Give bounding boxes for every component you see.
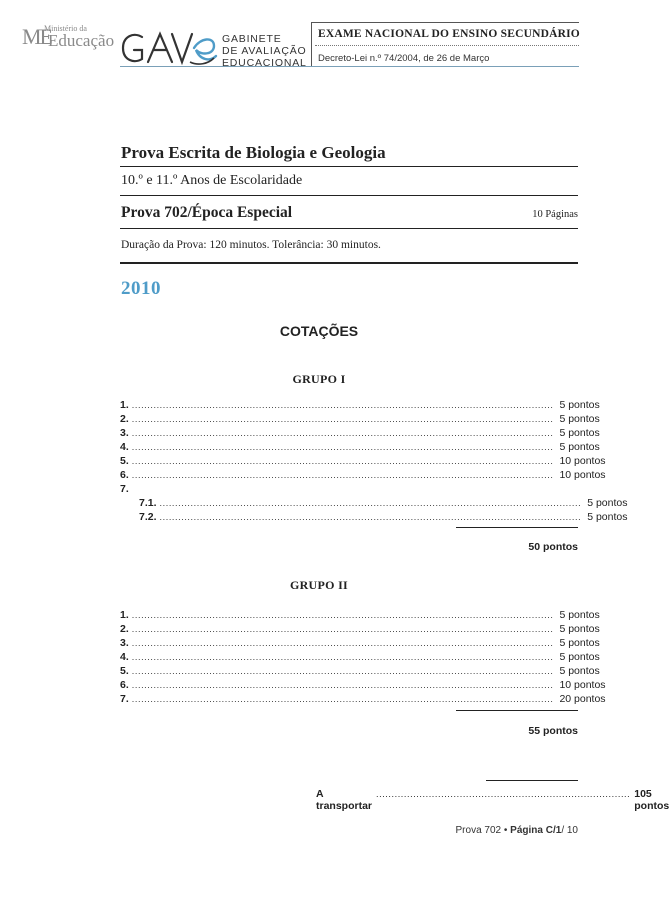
leader-dots: ........................................................................................................................................: [131, 470, 554, 480]
item-number: 1.: [120, 609, 129, 621]
year: 2010: [121, 278, 161, 299]
leader-dots: ........................................................................................................................................: [159, 512, 582, 522]
item-points: 10 pontos: [559, 455, 606, 467]
score-row: [120, 399, 600, 413]
decree-text: Decreto-Lei n.º 74/2004, de 26 de Março: [318, 53, 490, 64]
group-2-title: GRUPO II: [289, 578, 349, 592]
gabinete-text: [222, 33, 307, 69]
header-bottom-rule: [120, 66, 579, 67]
item-points: 20 pontos: [559, 693, 606, 705]
prova-title: Prova 702/Época Especial: [121, 204, 293, 221]
score-row: [120, 665, 600, 679]
leader-dots: ........................................................................................................................................: [131, 456, 554, 466]
header-dotted-rule: [315, 45, 579, 46]
gabinete-line-1: GABINETE: [222, 33, 282, 45]
transport-row: [316, 788, 669, 812]
transport-rule: [486, 780, 578, 781]
rule: [120, 166, 578, 167]
score-row: [120, 637, 600, 651]
item-points: 5 pontos: [559, 609, 600, 621]
score-row: [120, 427, 600, 441]
item-number: 6.: [120, 469, 129, 481]
item-points: 5 pontos: [559, 441, 600, 453]
item-number: 2.: [120, 623, 129, 635]
ministry-name: Educação: [48, 31, 115, 50]
score-row: [120, 651, 600, 665]
sum-rule: [456, 527, 578, 528]
leader-dots: ........................................................................................................................................: [131, 610, 554, 620]
transport-label: A transportar: [316, 788, 373, 812]
item-points: 10 pontos: [559, 679, 606, 691]
leader-dots: ........................................................................................................................................: [131, 442, 554, 452]
page-footer: [456, 825, 578, 836]
item-points: 5 pontos: [559, 413, 600, 425]
gabinete-line-2: DE AVALIAÇÃO: [222, 45, 307, 57]
footer-page: Página C/1: [510, 825, 562, 836]
score-row: [120, 455, 606, 469]
item-points: 5 pontos: [559, 637, 600, 649]
rule: [120, 195, 578, 196]
item-number: 3.: [120, 427, 129, 439]
item-points: 5 pontos: [587, 497, 628, 509]
score-row: [120, 679, 606, 693]
score-row: [120, 413, 600, 427]
item-number: 5.: [120, 665, 129, 677]
leader-dots: ..................................................................................: [376, 789, 631, 799]
footer-suffix: / 10: [561, 825, 578, 836]
item-number: 7.: [120, 483, 129, 495]
item-number: 1.: [120, 399, 129, 411]
item-points: 10 pontos: [559, 469, 606, 481]
score-row: [120, 693, 606, 707]
gabinete-line-3: EDUCACIONAL: [222, 57, 307, 69]
leader-dots: ........................................................................................................................................: [131, 400, 554, 410]
exam-title: EXAME NACIONAL DO ENSINO SECUNDÁRIO: [318, 28, 580, 40]
transport-total: 105 pontos: [634, 788, 669, 812]
item-number: 7.: [120, 693, 129, 705]
item-number: 6.: [120, 679, 129, 691]
score-row: [120, 483, 520, 497]
group-1-total: 50 pontos: [528, 541, 578, 553]
score-row: [139, 497, 628, 511]
item-points: 5 pontos: [587, 511, 628, 523]
rule: [120, 228, 578, 229]
leader-dots: ........................................................................................................................................: [131, 652, 554, 662]
item-number: 4.: [120, 651, 129, 663]
item-points: 5 pontos: [559, 665, 600, 677]
page-title: Prova Escrita de Biologia e Geologia: [121, 143, 386, 162]
grades-text: 10.º e 11.º Anos de Escolaridade: [121, 173, 303, 188]
item-number: 7.1.: [139, 497, 157, 509]
ministry-small-text: Ministério da: [44, 24, 87, 33]
score-row: [139, 511, 628, 525]
score-row: [120, 469, 606, 483]
sum-rule: [456, 710, 578, 711]
header-top-rule: [311, 22, 579, 23]
leader-dots: ........................................................................................................................................: [131, 694, 554, 704]
item-number: 2.: [120, 413, 129, 425]
item-points: 5 pontos: [559, 427, 600, 439]
leader-dots: ........................................................................................................................................: [131, 666, 554, 676]
header-divider: [311, 22, 312, 66]
item-number: 3.: [120, 637, 129, 649]
group-1-title: GRUPO I: [292, 372, 346, 386]
page-count: 10 Páginas: [532, 209, 578, 220]
leader-dots: ........................................................................................................................................: [131, 680, 554, 690]
item-points: 5 pontos: [559, 651, 600, 663]
item-points: 5 pontos: [559, 623, 600, 635]
leader-dots: ........................................................................................................................................: [131, 624, 554, 634]
leader-dots: ........................................................................................................................................: [131, 428, 554, 438]
score-row: [120, 609, 600, 623]
leader-dots: ........................................................................................................................................: [131, 638, 554, 648]
leader-dots: ........................................................................................................................................: [131, 414, 554, 424]
group-2-total: 55 pontos: [528, 725, 578, 737]
item-number: 4.: [120, 441, 129, 453]
score-row: [120, 441, 600, 455]
ministry-logo-mark: ME: [22, 24, 51, 49]
leader-dots: ........................................................................................................................................: [159, 498, 582, 508]
score-row: [120, 623, 600, 637]
duration-text: Duração da Prova: 120 minutos. Tolerância: 30 minutos.: [121, 239, 381, 251]
item-points: 5 pontos: [559, 399, 600, 411]
cotacoes-heading: COTAÇÕES: [279, 323, 359, 339]
thick-rule: [120, 262, 578, 264]
item-number: 5.: [120, 455, 129, 467]
footer-prefix: Prova 702 •: [455, 825, 508, 836]
item-number: 7.2.: [139, 511, 157, 523]
